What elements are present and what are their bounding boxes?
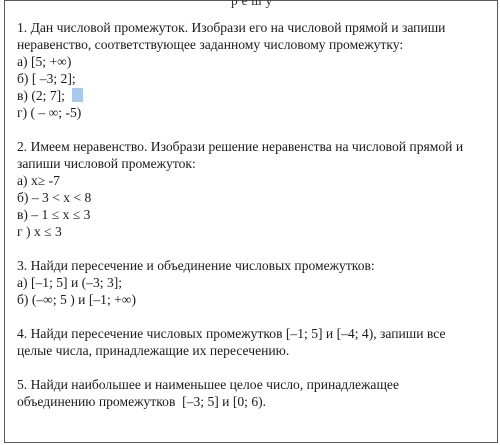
task-1 bbox=[17, 19, 495, 121]
task-1-item-c: в) (2; 7]; bbox=[17, 88, 65, 103]
task-2-line-2: запиши числовой промежуток: bbox=[17, 156, 196, 171]
task-1-line-1: 1. Дан числовой промежуток. Изобрази его на числовой прямой и запиши bbox=[17, 20, 446, 35]
task-5-line-1: 5. Найди наибольшее и наименьшее целое число, принадлежащее bbox=[17, 377, 399, 392]
task-2 bbox=[17, 138, 495, 240]
task-2-item-a: а) x≥ -7 bbox=[17, 173, 60, 188]
task-4-line-1: 4. Найди пересечение числовых промежутков [–1; 5] и [–4; 4), запиши все bbox=[17, 326, 446, 341]
task-1-item-d: г) ( – ∞; -5) bbox=[17, 105, 82, 120]
cropped-heading-fragment: р е ш у bbox=[231, 0, 273, 8]
task-2-item-c: в) – 1 ≤ x ≤ 3 bbox=[17, 207, 91, 222]
task-3-line-1: 3. Найди пересечение и объединение числовых промежутков: bbox=[17, 258, 375, 273]
task-1-item-c-row bbox=[17, 87, 495, 104]
task-2-line-1: 2. Имеем неравенство. Изобрази решение неравенства на числовой прямой и bbox=[17, 139, 464, 154]
task-1-item-a: а) [5; +∞) bbox=[17, 54, 72, 69]
task-1-line-2: неравенство, соответствующее заданному числовому промежутку: bbox=[17, 37, 404, 52]
task-5 bbox=[17, 376, 495, 410]
task-2-item-d: г ) x ≤ 3 bbox=[17, 224, 62, 239]
text-cursor-highlight bbox=[72, 88, 83, 102]
document-frame bbox=[4, 0, 498, 443]
task-3-item-a: а) [–1; 5] и (–3; 3]; bbox=[17, 275, 123, 290]
document-body bbox=[17, 19, 495, 410]
task-3-item-b: б) (–∞; 5 ) и [–1; +∞) bbox=[17, 292, 137, 307]
task-4 bbox=[17, 325, 495, 359]
task-3 bbox=[17, 257, 495, 308]
task-2-item-b: б) – 3 < x < 8 bbox=[17, 190, 92, 205]
task-1-item-b: б) [ –3; 2]; bbox=[17, 71, 76, 86]
task-4-line-2: целые числа, принадлежащие их пересечению. bbox=[17, 343, 290, 358]
task-5-line-2: объединению промежутков [–3; 5] и [0; 6). bbox=[17, 394, 267, 409]
